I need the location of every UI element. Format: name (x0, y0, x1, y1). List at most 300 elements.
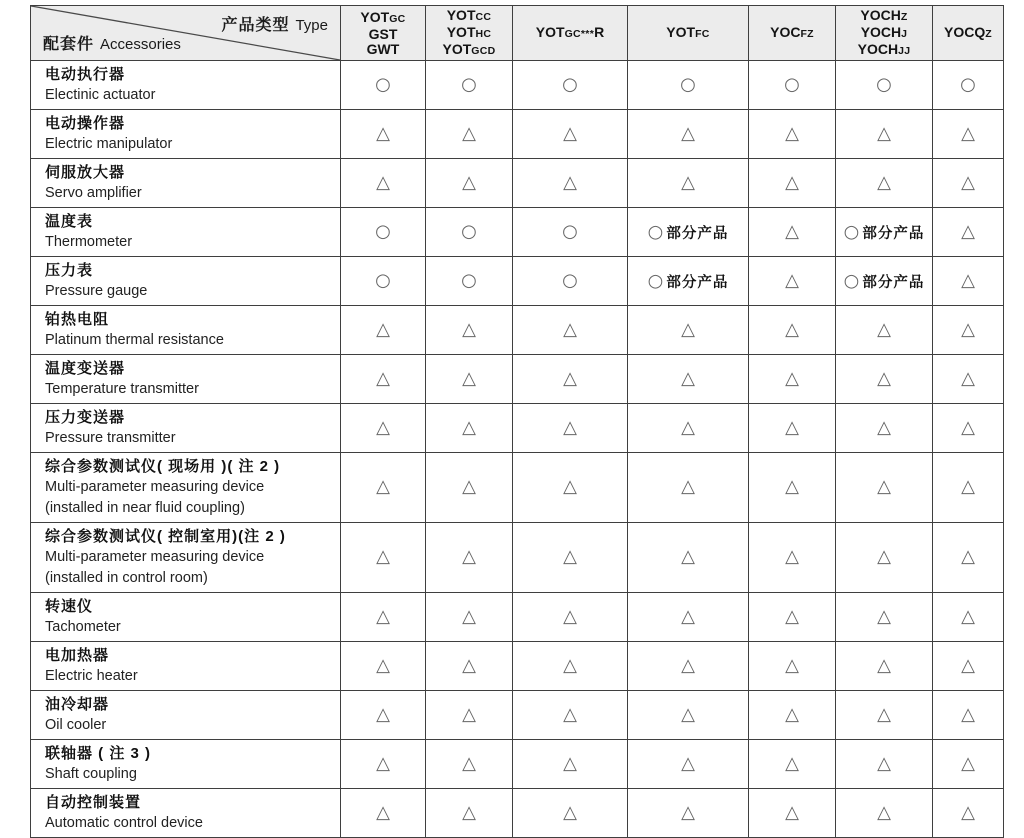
availability-cell (513, 110, 628, 159)
table-row (31, 355, 1004, 404)
accessory-label-cell (31, 740, 341, 789)
accessory-label-cell (31, 208, 341, 257)
triangle-symbol: △ (681, 318, 695, 340)
triangle-symbol: △ (877, 122, 891, 144)
corner-header-cell (31, 6, 341, 61)
availability-cell (513, 159, 628, 208)
availability-cell (628, 593, 749, 642)
accessory-name-en: (installed in control room) (45, 570, 208, 586)
availability-cell (426, 208, 513, 257)
triangle-symbol: △ (462, 476, 476, 498)
table-row (31, 642, 1004, 691)
availability-cell (628, 355, 749, 404)
circle-symbol: ○ (843, 270, 860, 291)
accessory-name-en: Thermometer (45, 234, 133, 250)
availability-cell (426, 691, 513, 740)
availability-cell (933, 404, 1004, 453)
circle-symbol: ○ (784, 73, 800, 95)
triangle-symbol: △ (462, 367, 476, 389)
availability-cell (628, 789, 749, 838)
column-header-text: YOT (446, 6, 476, 23)
availability-cell (933, 208, 1004, 257)
availability-cell (426, 523, 513, 593)
triangle-symbol: △ (563, 318, 577, 340)
availability-cell (513, 642, 628, 691)
triangle-symbol: △ (462, 171, 476, 193)
availability-cell (341, 523, 426, 593)
column-header (933, 6, 1004, 61)
availability-cell (628, 257, 749, 306)
triangle-symbol: △ (877, 318, 891, 340)
accessory-label-cell (31, 306, 341, 355)
availability-cell (628, 208, 749, 257)
table-row (31, 404, 1004, 453)
availability-cell (933, 691, 1004, 740)
availability-cell (426, 159, 513, 208)
triangle-symbol: △ (563, 801, 577, 823)
accessory-label-cell (31, 355, 341, 404)
triangle-symbol: △ (681, 367, 695, 389)
circle-symbol: ○ (461, 220, 477, 242)
table-row (31, 257, 1004, 306)
table-row (31, 453, 1004, 523)
availability-cell (513, 453, 628, 523)
column-header-line (341, 42, 425, 57)
accessory-name-en: Automatic control device (45, 815, 203, 831)
triangle-symbol: △ (961, 752, 975, 774)
accessory-name-en: Electric heater (45, 668, 138, 684)
table-row (31, 789, 1004, 838)
triangle-symbol: △ (785, 801, 799, 823)
availability-cell (933, 61, 1004, 110)
partial-products-label: 部分产品 (666, 225, 729, 242)
circle-symbol: ○ (680, 73, 696, 95)
availability-cell (749, 740, 836, 789)
column-header-line (426, 8, 512, 25)
triangle-symbol: △ (877, 546, 891, 568)
availability-cell (426, 110, 513, 159)
column-header (749, 6, 836, 61)
availability-cell (341, 404, 426, 453)
table-row (31, 306, 1004, 355)
availability-cell (933, 355, 1004, 404)
availability-cell (933, 593, 1004, 642)
triangle-symbol: △ (376, 367, 390, 389)
accessory-name-zh: 转速仪 (45, 598, 94, 615)
accessory-name-zh: 铂热电阻 (45, 311, 110, 328)
triangle-symbol: △ (877, 367, 891, 389)
triangle-symbol: △ (376, 318, 390, 340)
triangle-symbol: △ (961, 416, 975, 438)
column-header (341, 6, 426, 61)
availability-cell (513, 208, 628, 257)
triangle-symbol: △ (961, 476, 975, 498)
table-row (31, 691, 1004, 740)
availability-cell (628, 404, 749, 453)
availability-cell (836, 740, 933, 789)
circle-symbol: ○ (375, 220, 391, 242)
availability-cell (628, 453, 749, 523)
triangle-symbol: △ (877, 605, 891, 627)
column-header-text: GST (368, 25, 398, 42)
availability-cell (628, 159, 749, 208)
circle-symbol: ○ (647, 221, 664, 242)
triangle-symbol: △ (462, 318, 476, 340)
column-header-line (628, 25, 748, 42)
availability-cell (341, 110, 426, 159)
availability-cell (341, 453, 426, 523)
triangle-symbol: △ (563, 546, 577, 568)
circle-symbol: ○ (461, 269, 477, 291)
triangle-symbol: △ (961, 269, 975, 291)
availability-cell (836, 593, 933, 642)
table-row (31, 208, 1004, 257)
availability-cell (933, 642, 1004, 691)
availability-cell (628, 61, 749, 110)
triangle-symbol: △ (785, 122, 799, 144)
triangle-symbol: △ (563, 367, 577, 389)
accessories-en: Accessories (100, 36, 181, 53)
column-header (513, 6, 628, 61)
triangle-symbol: △ (877, 171, 891, 193)
accessory-name-en: Shaft coupling (45, 766, 137, 782)
column-header-text: Z (985, 27, 992, 40)
availability-cell (749, 789, 836, 838)
availability-cell (933, 257, 1004, 306)
column-header-line (749, 25, 835, 42)
accessories-header (43, 31, 181, 54)
table-row (31, 523, 1004, 593)
availability-cell (513, 61, 628, 110)
availability-cell (933, 110, 1004, 159)
accessory-label-cell (31, 691, 341, 740)
availability-cell (426, 453, 513, 523)
column-header-text: YOCH (860, 6, 901, 23)
availability-cell (341, 355, 426, 404)
column-header-text: YOC (770, 23, 801, 40)
triangle-symbol: △ (462, 801, 476, 823)
circle-symbol: ○ (876, 73, 892, 95)
triangle-symbol: △ (785, 476, 799, 498)
availability-cell (933, 789, 1004, 838)
triangle-symbol: △ (785, 171, 799, 193)
accessory-label-cell (31, 593, 341, 642)
triangle-symbol: △ (563, 476, 577, 498)
availability-cell (426, 642, 513, 691)
accessory-name-en: Electric manipulator (45, 136, 173, 152)
availability-cell (426, 740, 513, 789)
accessory-label-cell (31, 523, 341, 593)
partial-products-label: 部分产品 (862, 274, 925, 291)
accessory-name-en: Oil cooler (45, 717, 107, 733)
availability-cell (426, 257, 513, 306)
triangle-symbol: △ (681, 703, 695, 725)
accessory-name-en: Pressure transmitter (45, 430, 176, 446)
availability-cell (749, 523, 836, 593)
availability-cell (628, 691, 749, 740)
column-header-text: YOT (535, 23, 565, 40)
availability-cell (341, 306, 426, 355)
triangle-symbol: △ (877, 703, 891, 725)
accessory-name-en: Temperature transmitter (45, 381, 199, 397)
accessories-compatibility-table (30, 5, 1004, 838)
triangle-symbol: △ (961, 703, 975, 725)
availability-cell (513, 740, 628, 789)
availability-cell (628, 523, 749, 593)
availability-cell (749, 257, 836, 306)
accessory-name-zh: 联轴器 ( 注 3 ) (45, 745, 152, 762)
availability-cell (628, 740, 749, 789)
triangle-symbol: △ (462, 752, 476, 774)
column-header-text: GC (564, 27, 581, 40)
availability-cell (426, 355, 513, 404)
accessory-name-zh: 油冷却器 (45, 696, 110, 713)
column-header-text: CC (475, 10, 492, 23)
accessory-label-cell (31, 257, 341, 306)
triangle-symbol: △ (563, 654, 577, 676)
partial-products-label: 部分产品 (666, 274, 729, 291)
availability-cell (628, 110, 749, 159)
availability-cell (749, 159, 836, 208)
accessory-name-en: Platinum thermal resistance (45, 332, 224, 348)
circle-symbol: ○ (960, 73, 976, 95)
availability-cell (749, 404, 836, 453)
triangle-symbol: △ (681, 171, 695, 193)
availability-cell (513, 593, 628, 642)
availability-cell (341, 61, 426, 110)
availability-cell (426, 593, 513, 642)
product-type-en: Type (295, 17, 328, 34)
triangle-symbol: △ (961, 654, 975, 676)
column-header (426, 6, 513, 61)
availability-cell (836, 691, 933, 740)
column-header-text: GC (389, 12, 406, 25)
triangle-symbol: △ (376, 171, 390, 193)
column-header-text: FC (695, 27, 710, 40)
triangle-symbol: △ (681, 476, 695, 498)
triangle-symbol: △ (785, 220, 799, 242)
circle-symbol: ○ (375, 269, 391, 291)
availability-cell (836, 257, 933, 306)
accessory-label-cell (31, 453, 341, 523)
column-header-text: FZ (800, 27, 814, 40)
availability-cell (426, 404, 513, 453)
column-header-line (341, 10, 425, 27)
header-row (31, 6, 1004, 61)
availability-cell (341, 208, 426, 257)
availability-cell (749, 208, 836, 257)
circle-symbol: ○ (562, 73, 578, 95)
circle-symbol: ○ (843, 221, 860, 242)
availability-cell (749, 110, 836, 159)
accessory-label-cell (31, 642, 341, 691)
triangle-symbol: △ (462, 416, 476, 438)
column-header-text: GWT (366, 40, 400, 57)
accessory-name-zh: 电加热器 (45, 647, 110, 664)
column-header-text: JJ (898, 44, 911, 57)
availability-cell (426, 306, 513, 355)
triangle-symbol: △ (785, 605, 799, 627)
triangle-symbol: △ (961, 171, 975, 193)
triangle-symbol: △ (785, 367, 799, 389)
column-header-line (426, 25, 512, 42)
column-header-text: YOCQ (944, 23, 986, 40)
triangle-symbol: △ (681, 654, 695, 676)
accessory-name-en: Tachometer (45, 619, 121, 635)
triangle-symbol: △ (462, 546, 476, 568)
table-body (31, 61, 1004, 838)
triangle-symbol: △ (681, 605, 695, 627)
availability-cell (426, 789, 513, 838)
triangle-symbol: △ (961, 801, 975, 823)
triangle-symbol: △ (877, 654, 891, 676)
availability-cell (513, 691, 628, 740)
availability-cell (513, 523, 628, 593)
availability-cell (836, 110, 933, 159)
accessory-name-zh: 压力变送器 (45, 409, 126, 426)
column-header-text: YOT (442, 40, 472, 57)
accessory-name-en: Electinic actuator (45, 87, 156, 103)
circle-symbol: ○ (562, 220, 578, 242)
product-type-header (221, 12, 328, 35)
triangle-symbol: △ (681, 801, 695, 823)
column-header-text: *** (580, 27, 595, 40)
triangle-symbol: △ (376, 752, 390, 774)
column-header-line (836, 42, 932, 59)
table-row (31, 740, 1004, 789)
table-row (31, 159, 1004, 208)
triangle-symbol: △ (785, 416, 799, 438)
accessory-name-zh: 综合参数测试仪( 控制室用)(注 2 ) (45, 528, 286, 545)
accessory-name-zh: 电动执行器 (45, 66, 126, 83)
availability-cell (513, 355, 628, 404)
triangle-symbol: △ (961, 367, 975, 389)
availability-cell (836, 789, 933, 838)
triangle-symbol: △ (681, 752, 695, 774)
triangle-symbol: △ (785, 752, 799, 774)
availability-cell (341, 740, 426, 789)
availability-cell (836, 453, 933, 523)
triangle-symbol: △ (961, 318, 975, 340)
triangle-symbol: △ (376, 416, 390, 438)
availability-cell (836, 404, 933, 453)
availability-cell (749, 642, 836, 691)
triangle-symbol: △ (563, 703, 577, 725)
availability-cell (836, 208, 933, 257)
triangle-symbol: △ (563, 605, 577, 627)
accessory-label-cell (31, 404, 341, 453)
triangle-symbol: △ (462, 122, 476, 144)
accessories-zh: 配套件 (43, 36, 95, 53)
triangle-symbol: △ (681, 546, 695, 568)
accessory-name-zh: 伺服放大器 (45, 164, 126, 181)
triangle-symbol: △ (785, 546, 799, 568)
accessory-label-cell (31, 159, 341, 208)
triangle-symbol: △ (563, 752, 577, 774)
availability-cell (933, 306, 1004, 355)
column-header-text: YOT (446, 23, 476, 40)
column-header-line (836, 25, 932, 42)
accessory-name-zh: 电动操作器 (45, 115, 126, 132)
triangle-symbol: △ (877, 476, 891, 498)
availability-cell (341, 257, 426, 306)
availability-cell (749, 593, 836, 642)
triangle-symbol: △ (462, 605, 476, 627)
availability-cell (836, 523, 933, 593)
accessory-name-zh: 温度表 (45, 213, 94, 230)
column-header (628, 6, 749, 61)
circle-symbol: ○ (375, 73, 391, 95)
accessory-label-cell (31, 789, 341, 838)
availability-cell (836, 355, 933, 404)
availability-cell (933, 453, 1004, 523)
availability-cell (933, 159, 1004, 208)
column-header-line (426, 42, 512, 59)
column-header-text: R (594, 23, 605, 40)
availability-cell (749, 306, 836, 355)
availability-cell (628, 642, 749, 691)
triangle-symbol: △ (376, 801, 390, 823)
availability-cell (933, 740, 1004, 789)
column-header (836, 6, 933, 61)
availability-cell (513, 306, 628, 355)
column-header-text: YOT (666, 23, 696, 40)
triangle-symbol: △ (785, 654, 799, 676)
accessory-name-zh: 温度变送器 (45, 360, 126, 377)
triangle-symbol: △ (563, 122, 577, 144)
triangle-symbol: △ (681, 122, 695, 144)
triangle-symbol: △ (376, 605, 390, 627)
triangle-symbol: △ (376, 122, 390, 144)
column-header-text: HC (475, 27, 492, 40)
triangle-symbol: △ (462, 703, 476, 725)
triangle-symbol: △ (785, 318, 799, 340)
triangle-symbol: △ (681, 416, 695, 438)
column-header-text: YOCH (860, 23, 902, 40)
accessory-name-en: Multi-parameter measuring device (45, 549, 265, 565)
table-row (31, 593, 1004, 642)
triangle-symbol: △ (376, 654, 390, 676)
table-row (31, 61, 1004, 110)
triangle-symbol: △ (376, 476, 390, 498)
availability-cell (836, 306, 933, 355)
accessory-name-zh: 压力表 (45, 262, 94, 279)
availability-cell (749, 355, 836, 404)
triangle-symbol: △ (563, 171, 577, 193)
triangle-symbol: △ (877, 416, 891, 438)
availability-cell (513, 404, 628, 453)
triangle-symbol: △ (877, 752, 891, 774)
column-header-text: YOCH (857, 40, 899, 57)
accessory-name-zh: 综合参数测试仪( 现场用 )( 注 2 ) (45, 458, 281, 475)
circle-symbol: ○ (647, 270, 664, 291)
availability-cell (513, 257, 628, 306)
availability-cell (933, 523, 1004, 593)
table-row (31, 110, 1004, 159)
accessory-name-en: Servo amplifier (45, 185, 142, 201)
product-type-zh: 产品类型 (221, 17, 290, 34)
column-header-line (341, 27, 425, 42)
triangle-symbol: △ (961, 122, 975, 144)
accessory-name-en: Multi-parameter measuring device (45, 479, 265, 495)
availability-cell (426, 61, 513, 110)
availability-cell (836, 159, 933, 208)
availability-cell (341, 691, 426, 740)
availability-cell (836, 642, 933, 691)
availability-cell (341, 789, 426, 838)
availability-cell (749, 61, 836, 110)
triangle-symbol: △ (462, 654, 476, 676)
